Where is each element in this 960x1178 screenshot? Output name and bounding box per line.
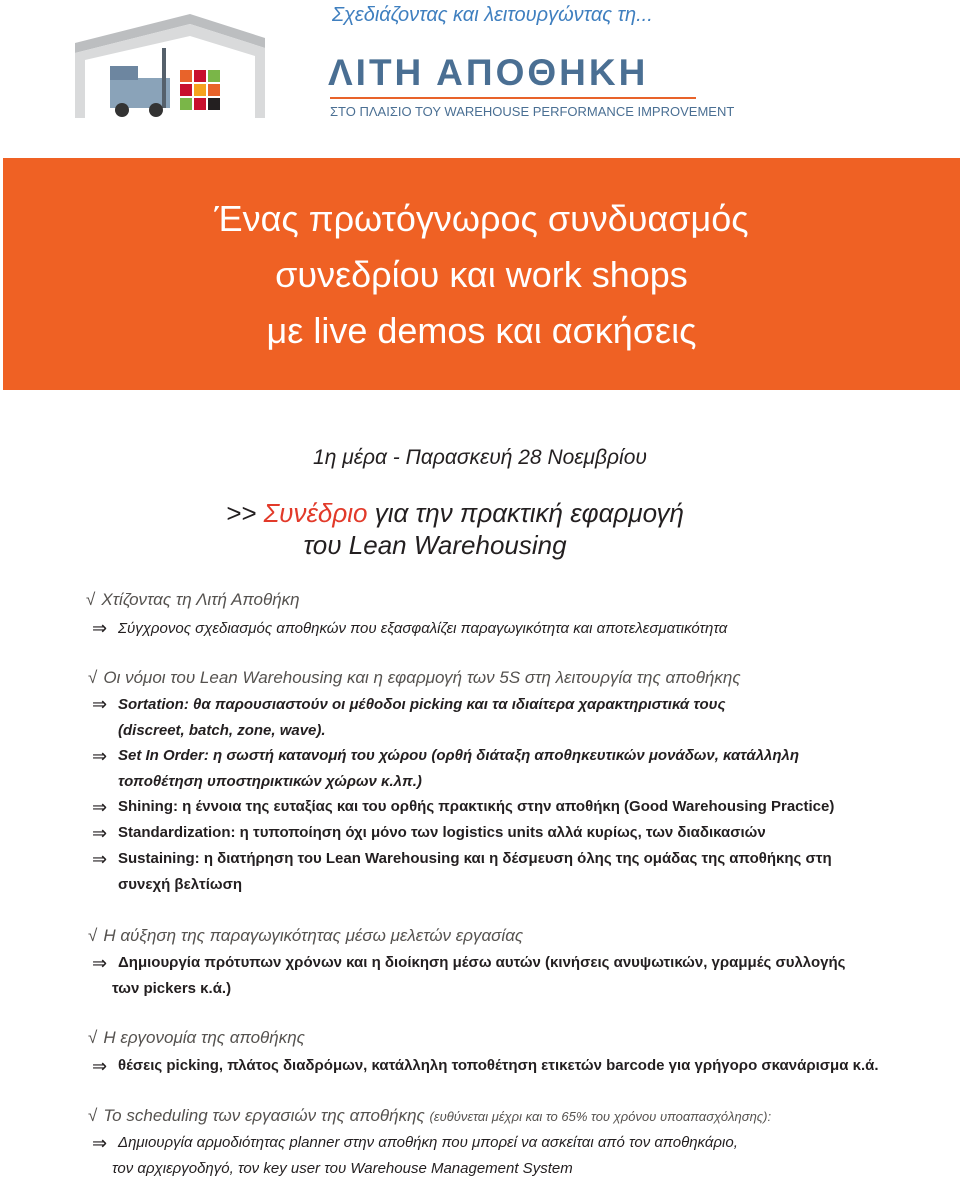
arrow-icon: ⇒ — [92, 953, 108, 974]
list-item: Δημιουργία αρμοδιότητας planner στην αποθήκη που μπορεί να ασκείται από τον αποθηκάριο, — [118, 1134, 738, 1151]
conference-title-rest: για την πρακτική εφαρμογή — [367, 498, 684, 528]
brand-title: ΛΙΤΗ ΑΠΟΘΗΚΗ — [328, 52, 649, 93]
tagline: Σχεδιάζοντας και λειτουργώντας τη... — [332, 4, 653, 26]
list-item: Set In Order: η σωστή κατανομή του χώρου (ορθή διάταξη αποθηκευτικών μονάδων, κατάλληλη — [118, 747, 800, 764]
list-item: συνεχή βελτίωση — [118, 876, 242, 893]
warehouse-logo — [70, 8, 270, 123]
headline-line-3: με live demos και ασκήσεις — [266, 310, 697, 351]
list-item: (discreet, batch, zone, wave). — [118, 722, 326, 739]
conference-subtitle: του Lean Warehousing — [303, 530, 567, 560]
section-title: √ Η εργονομία της αποθήκης — [88, 1028, 305, 1047]
section-title: √ Το scheduling των εργασιών της αποθήκης (ευθύνεται μέχρι και το 65% του χρόνου υποαπασχόλησης): — [88, 1106, 772, 1125]
brand-subtitle: ΣΤΟ ΠΛΑΙΣΙΟ ΤΟΥ WAREHOUSE PERFORMANCE IMPROVEMENT — [330, 104, 735, 119]
section-title: √ Οι νόμοι του Lean Warehousing και η εφαρμογή των 5S στη λειτουργία της αποθήκης — [88, 668, 741, 687]
day-heading: 1η μέρα - Παρασκευή 28 Νοεμβρίου — [313, 446, 647, 469]
section-title: √ Η αύξηση της παραγωγικότητας μέσω μελετών εργασίας — [88, 926, 524, 945]
check-icon: √ — [86, 590, 96, 609]
brand-divider — [330, 97, 696, 99]
list-item: Shining: η έννοια της ευταξίας και του ορθής πρακτικής στην αποθήκη (Good Warehousing Practice) — [118, 798, 835, 815]
arrow-icon: ⇒ — [92, 618, 108, 639]
headline-line-2: συνεδρίου και work shops — [275, 254, 688, 295]
list-item: Σύγχρονος σχεδιασμός αποθηκών που εξασφαλίζει παραγωγικότητα και αποτελεσματικότητα — [118, 620, 728, 637]
conference-title — [0, 498, 910, 529]
check-icon: √ — [88, 926, 98, 945]
arrow-icon: ⇒ — [92, 797, 108, 818]
list-item: τον αρχιεργοδηγό, τον key user του Warehouse Management System — [112, 1160, 573, 1177]
list-item: Δημιουργία πρότυπων χρόνων και η διοίκηση μέσω αυτών (κινήσεις ανυψωτικών, γραμμές συλλογής — [118, 954, 846, 971]
check-icon: √ — [88, 1028, 98, 1047]
list-item: Sortation: θα παρουσιαστούν οι μέθοδοι picking και τα ιδιαίτερα χαρακτηριστικά τους — [118, 696, 726, 713]
conference-highlight: Συνέδριο — [263, 498, 368, 528]
headline-banner — [3, 158, 960, 390]
headline-line-1: Ένας πρωτόγνωρος συνδυασμός — [214, 198, 749, 239]
arrow-icon: ⇒ — [92, 746, 108, 767]
list-item: των pickers κ.ά.) — [112, 980, 232, 997]
arrow-icon: ⇒ — [92, 1133, 108, 1154]
list-item: θέσεις picking, πλάτος διαδρόμων, κατάλληλη τοποθέτηση ετικετών barcode για γρήγορο σκανάρισμα κ.ά. — [118, 1057, 879, 1074]
conference-prefix: >> — [226, 498, 264, 528]
list-item: τοποθέτηση υποστηρικτικών χώρων κ.λπ.) — [118, 773, 422, 790]
check-icon: √ — [88, 1106, 98, 1125]
check-icon: √ — [88, 668, 98, 687]
section-title: √ Χτίζοντας τη Λιτή Αποθήκη — [86, 590, 300, 609]
arrow-icon: ⇒ — [92, 1056, 108, 1077]
arrow-icon: ⇒ — [92, 823, 108, 844]
section-note: (ευθύνεται μέχρι και το 65% του χρόνου υποαπασχόλησης): — [429, 1109, 772, 1124]
list-item: Standardization: η τυποποίηση όχι μόνο των logistics units αλλά κυρίως, των διαδικασιών — [118, 824, 766, 841]
arrow-icon: ⇒ — [92, 849, 108, 870]
list-item: Sustaining: η διατήρηση του Lean Warehousing και η δέσμευση όλης της ομάδας της αποθήκης στη — [118, 850, 832, 867]
arrow-icon: ⇒ — [92, 694, 108, 715]
